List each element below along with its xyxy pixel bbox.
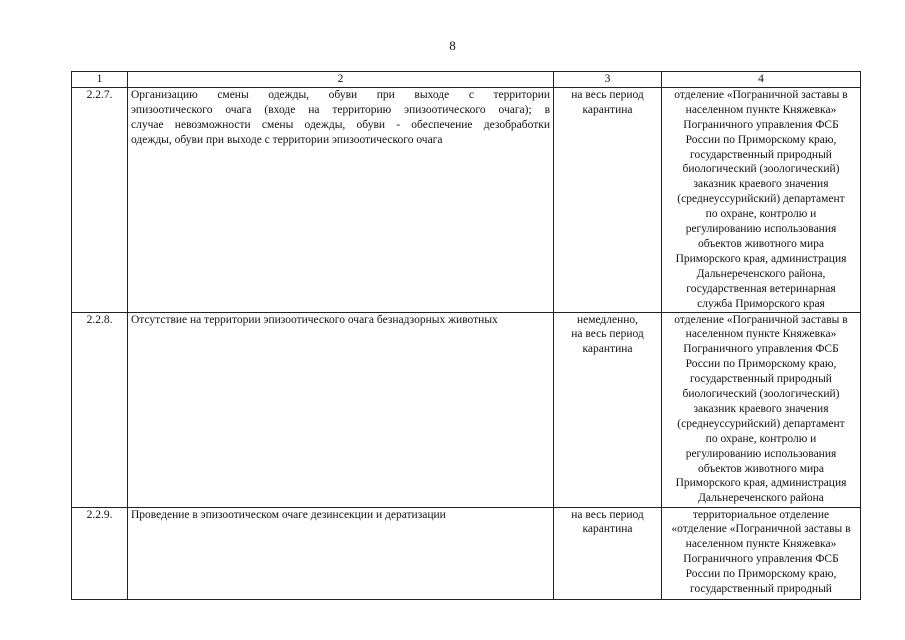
column-header-1: 1	[72, 72, 128, 88]
description-line: эпизоотического очага (входе на территорию эпизоотического очага); в	[131, 103, 550, 116]
responsible-line: объектов животного мира	[697, 237, 825, 250]
execution-period	[554, 312, 662, 507]
responsible-line: Приморского края, администрация	[675, 252, 847, 265]
responsible-line: (среднеуссурийский) департамент	[677, 417, 845, 430]
row-number: 2.2.9.	[72, 507, 128, 599]
column-header-2: 2	[128, 72, 554, 88]
measures-table	[71, 71, 861, 600]
description-line: Организацию смены одежды, обуви при выходе с территории	[131, 88, 550, 101]
responsible-line: России по Приморскому краю,	[685, 358, 837, 371]
responsible-parties	[662, 312, 861, 507]
responsible-parties	[662, 507, 861, 599]
responsible-line: России по Приморскому краю,	[685, 568, 837, 581]
description-line: одежды, обуви при выходе с территории эпизоотического очага	[131, 133, 443, 146]
row-number: 2.2.7.	[72, 87, 128, 312]
period-line: на весь период	[571, 328, 644, 341]
period-line: на весь период	[571, 508, 644, 521]
responsible-line: заказник краевого значения	[693, 178, 829, 191]
responsible-line: биологический (зоологический)	[682, 163, 840, 176]
responsible-line: биологический (зоологический)	[682, 388, 840, 401]
description-line: Отсутствие на территории эпизоотического очага безнадзорных животных	[131, 313, 498, 326]
period-line: карантина	[582, 523, 633, 536]
row-number: 2.2.8.	[72, 312, 128, 507]
responsible-line: объектов животного мира	[697, 462, 825, 475]
responsible-line: по охране, контролю и	[705, 432, 817, 445]
responsible-line: Приморского края, администрация	[675, 477, 847, 490]
responsible-line: регулированию использования	[685, 447, 837, 460]
table-row	[72, 507, 861, 599]
responsible-line: по охране, контролю и	[705, 208, 817, 221]
column-header-3: 3	[554, 72, 662, 88]
table-row	[72, 312, 861, 507]
responsible-line: России по Приморскому краю,	[685, 133, 837, 146]
measure-description	[128, 87, 554, 312]
execution-period	[554, 507, 662, 599]
period-line: карантина	[582, 103, 633, 116]
responsible-line: служба Приморского края	[697, 297, 825, 310]
responsible-line: государственная ветеринарная	[686, 282, 836, 295]
responsible-line: Пограничного управления ФСБ	[683, 553, 839, 566]
responsible-line: территориальное отделение	[692, 508, 830, 521]
responsible-line: «отделение «Пограничной заставы в	[671, 523, 851, 536]
period-line: на весь период	[571, 88, 644, 101]
execution-period	[554, 87, 662, 312]
responsible-line: (среднеуссурийский) департамент	[677, 193, 845, 206]
measure-description	[128, 507, 554, 599]
responsible-line: государственный природный	[690, 373, 832, 386]
responsible-line: регулированию использования	[685, 223, 837, 236]
responsible-line: государственный природный	[690, 583, 832, 596]
responsible-line: отделение «Пограничной заставы в	[674, 313, 848, 326]
responsible-line: Пограничного управления ФСБ	[683, 343, 839, 356]
period-line: немедленно,	[576, 313, 639, 326]
responsible-line: заказник краевого значения	[693, 402, 829, 415]
column-header-4: 4	[662, 72, 861, 88]
description-line: случае невозможности смены одежды, обуви - обеспечение дезобработки	[131, 118, 550, 131]
measure-description	[128, 312, 554, 507]
responsible-line: государственный природный	[690, 148, 832, 161]
period-line: карантина	[582, 343, 633, 356]
responsible-line: населенном пункте Княжевка»	[685, 538, 837, 551]
responsible-line: отделение «Пограничной заставы в	[674, 88, 848, 101]
page-number: 8	[449, 38, 456, 53]
responsible-line: населенном пункте Княжевка»	[685, 328, 837, 341]
description-line: Проведение в эпизоотическом очаге дезинсекции и дератизации	[131, 508, 446, 521]
responsible-line: Пограничного управления ФСБ	[683, 118, 839, 131]
table-header-row	[72, 72, 861, 88]
responsible-line: населенном пункте Княжевка»	[685, 103, 837, 116]
responsible-line: Дальнереченского района,	[696, 267, 826, 280]
responsible-parties	[662, 87, 861, 312]
table-row	[72, 87, 861, 312]
responsible-line: Дальнереченского района	[698, 492, 824, 505]
